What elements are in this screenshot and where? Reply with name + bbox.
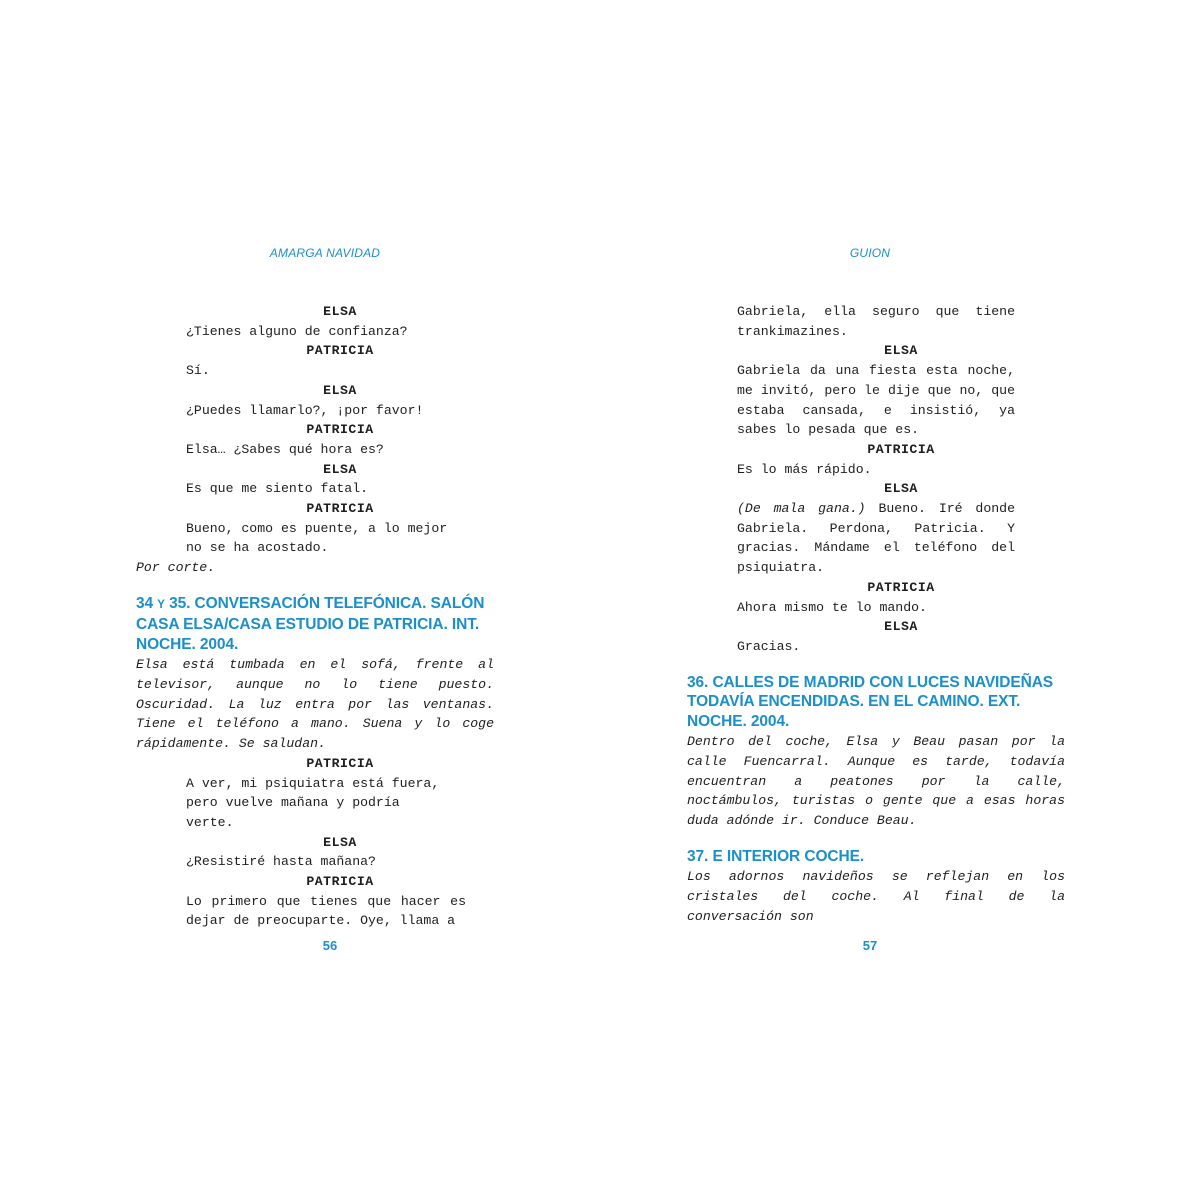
transition: Por corte. (136, 560, 216, 576)
dialogue: ¿Resistiré hasta mañana? (186, 854, 376, 870)
character-name: PATRICIA (306, 343, 374, 359)
scene-heading-text: 35. CONVERSACIÓN TELEFÓNICA. SALÓN CASA ELSA/CASA ESTUDIO DE PATRICIA. INT. NOCHE. 2004. (136, 594, 485, 653)
dialogue: Gabriela da una fiesta esta noche, me invitó, pero le dije que no, que estaba cansada, e insistió, ya sabes lo pesada que es. (737, 363, 1015, 438)
right-page (600, 0, 1200, 1200)
character-name: PATRICIA (867, 441, 935, 457)
character-name: ELSA (884, 343, 918, 359)
dialogue: Sí. (186, 363, 210, 379)
dialogue: Elsa… ¿Sabes qué hora es? (186, 441, 384, 457)
action-text: Dentro del coche, Elsa y Beau pasan por la calle Fuencarral. Aunque es tarde, todavía encuentran a peatones por la calle, noctámbulos, turistas o gente que a esas horas duda adónde ir. Conduce Beau. (687, 734, 1065, 828)
dialogue: Lo primero que tienes que hacer es dejar de preocuparte. Oye, llama a (186, 893, 466, 929)
script-body (136, 302, 494, 931)
dialogue-text: Bueno. Iré donde Gabriela. Perdona, Patricia. Y gracias. Mándame el teléfono del psiquiatra. (737, 501, 1015, 576)
scene-number: 34 (136, 594, 154, 612)
running-head: AMARGA NAVIDAD (269, 246, 381, 260)
action-text: Elsa está tumbada en el sofá, frente al televisor, aunque no lo tiene puesto. Oscuridad. La luz entra por las ventanas. Tiene el teléfono a mano. Suena y lo coge rápidamente. Se saludan. (136, 657, 494, 752)
running-head: GUION (849, 246, 891, 260)
scene-heading: 37. E INTERIOR COCHE. (687, 847, 865, 865)
character-name: PATRICIA (867, 579, 935, 595)
character-name: PATRICIA (306, 501, 374, 517)
character-name: ELSA (323, 834, 357, 850)
script-body (687, 302, 1065, 926)
dialogue: Es que me siento fatal. (186, 481, 369, 497)
scene-conjunction: Y (157, 598, 165, 611)
dialogue: ¿Puedes llamarlo?, ¡por favor! (186, 402, 424, 418)
dialogue (737, 499, 1015, 578)
character-name: PATRICIA (306, 874, 374, 890)
scene-heading (136, 594, 494, 655)
character-name: ELSA (884, 481, 918, 497)
dialogue: Bueno, como es puente, a lo mejor no se ha acostado. (186, 520, 448, 556)
character-name: ELSA (323, 382, 357, 398)
character-name: ELSA (884, 619, 918, 635)
character-name: ELSA (323, 304, 357, 319)
character-name: PATRICIA (306, 755, 374, 771)
character-name: ELSA (323, 461, 357, 477)
dialogue: ¿Tienes alguno de confianza? (186, 323, 408, 339)
dialogue: Gracias. (737, 638, 801, 654)
parenthetical: (De mala gana.) (737, 501, 866, 517)
dialogue: Gabriela, ella seguro que tiene trankimazines. (737, 304, 1015, 339)
page-number: 57 (862, 938, 878, 953)
action-text: Los adornos navideños se reflejan en los cristales del coche. Al final de la conversación son (687, 869, 1065, 924)
dialogue: Es lo más rápido. (737, 461, 872, 477)
scene-heading: 36. CALLES DE MADRID CON LUCES NAVIDEÑAS TODAVÍA ENCENDIDAS. EN EL CAMINO. EXT. NOCHE. 2004. (687, 673, 1054, 730)
character-name: PATRICIA (306, 422, 374, 438)
dialogue: Ahora mismo te lo mando. (737, 599, 927, 615)
dialogue: A ver, mi psiquiatra está fuera, pero vuelve mañana y podría verte. (186, 775, 440, 830)
page-number: 56 (322, 938, 338, 953)
